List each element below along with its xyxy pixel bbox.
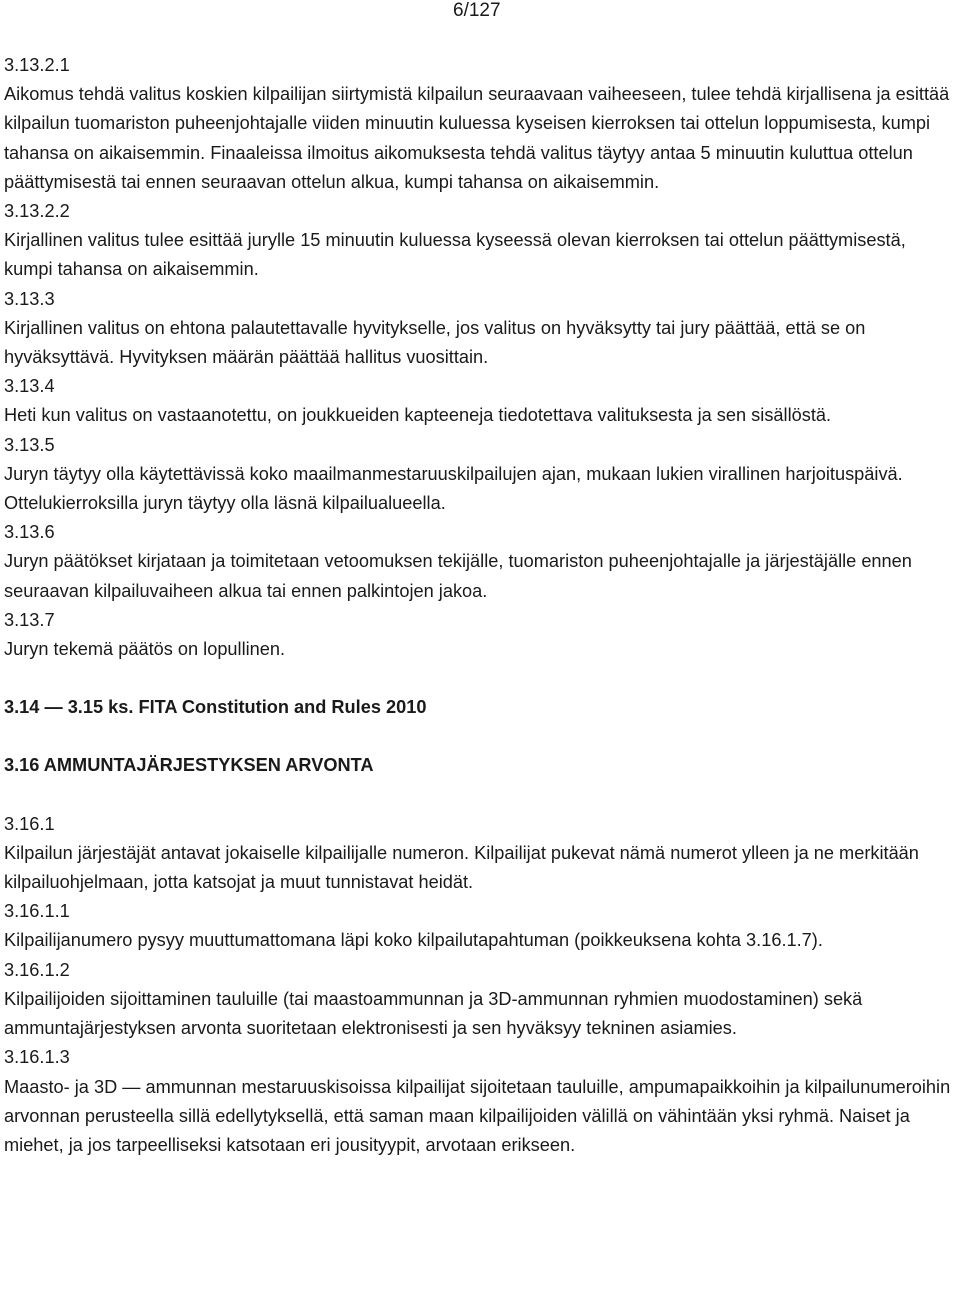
- section-number: 3.13.2.1: [4, 55, 70, 75]
- document-body: [4, 51, 956, 1160]
- paragraph: Kilpailijoiden sijoittaminen tauluille (tai maastoammunnan ja 3D-ammunnan ryhmien muodostaminen) sekä ammuntajärjestyksen arvonta suoritetaan elektronisesti ja sen hyväksyy tekninen asiamies.: [4, 988, 863, 1039]
- paragraph: Juryn täytyy olla käytettävissä koko maailmanmestaruuskilpailujen ajan, mukaan lukien virallinen harjoituspäivä. Ottelukierroksilla juryn täytyy olla läsnä kilpailualueella.: [4, 463, 903, 514]
- page-number: 6/127: [453, 0, 501, 21]
- paragraph: Juryn päätökset kirjataan ja toimitetaan vetoomuksen tekijälle, tuomariston puheenjohtajalle ja järjestäjälle ennen seuraavan kilpailuvaiheen alkua tai ennen palkintojen jakoa.: [4, 551, 912, 601]
- section-number: 3.13.4: [4, 376, 55, 397]
- section-number: 3.13.3: [4, 288, 55, 309]
- section-heading: 3.16 AMMUNTAJÄRJESTYKSEN ARVONTA: [4, 755, 374, 776]
- section-number: 3.16.1.3: [4, 1047, 70, 1068]
- paragraph: Kirjallinen valitus tulee esittää jurylle 15 minuutin kuluessa kyseessä olevan kierroksen tai ottelun päättymisestä, kumpi tahansa on aikaisemmin.: [4, 230, 906, 280]
- paragraph: Aikomus tehdä valitus koskien kilpailijan siirtymistä kilpailun seuraavaan vaiheeseen, tulee tehdä kirjallisena ja esittää kilpailun tuomariston puheenjohtajalle viiden minuutin kuluessa kyseisen kierroksen tai ottelun loppumisesta, kumpi tahansa on aikaisemmin. Finaaleissa ilmoitus aikomuksesta tehdä valitus täytyy antaa 5 minuutin kuluttua ottelun päättymisestä tai ennen seuraavan ottelun alkua, kumpi tahansa on aikaisemmin.: [4, 84, 950, 192]
- paragraph: Kilpailijanumero pysyy muuttumattomana läpi koko kilpailutapahtuman (poikkeuksena kohta 3.16.1.7).: [4, 930, 823, 951]
- section-number: 3.16.1: [4, 813, 55, 834]
- section-number: 3.16.1.2: [4, 959, 70, 980]
- section-number: 3.13.2.2: [4, 201, 70, 222]
- paragraph: Maasto- ja 3D — ammunnan mestaruuskisoissa kilpailijat sijoitetaan tauluille, ampumapaikkoihin ja kilpailunumeroihin arvonnan perusteella sillä edellytyksellä, että saman maan kilpailijoiden välillä on vähintään yksi ryhmä. Naiset ja miehet, ja jos tarpeelliseksi katsotaan eri jousityypit, arvotaan erikseen.: [4, 1076, 951, 1155]
- paragraph: Kirjallinen valitus on ehtona palautettavalle hyvitykselle, jos valitus on hyväksytty tai jury päättää, että se on hyväksyttävä. Hyvityksen määrän päättää hallitus vuosittain.: [4, 317, 866, 368]
- paragraph: Kilpailun järjestäjät antavat jokaiselle kilpailijalle numeron. Kilpailijat pukevat nämä numerot ylleen ja ne merkitään kilpailuohjelmaan, jotta katsojat ja muut tunnistavat heidät.: [4, 842, 919, 893]
- section-number: 3.13.6: [4, 522, 55, 543]
- section-number: 3.13.7: [4, 609, 55, 630]
- paragraph: Heti kun valitus on vastaanotettu, on joukkueiden kapteeneja tiedotettava valituksesta ja sen sisällöstä.: [4, 405, 832, 426]
- paragraph: Juryn tekemä päätös on lopullinen.: [4, 639, 286, 660]
- section-number: 3.16.1.1: [4, 901, 70, 922]
- section-number: 3.13.5: [4, 434, 55, 455]
- section-heading: 3.14 — 3.15 ks. FITA Constitution and Rules 2010: [4, 697, 427, 718]
